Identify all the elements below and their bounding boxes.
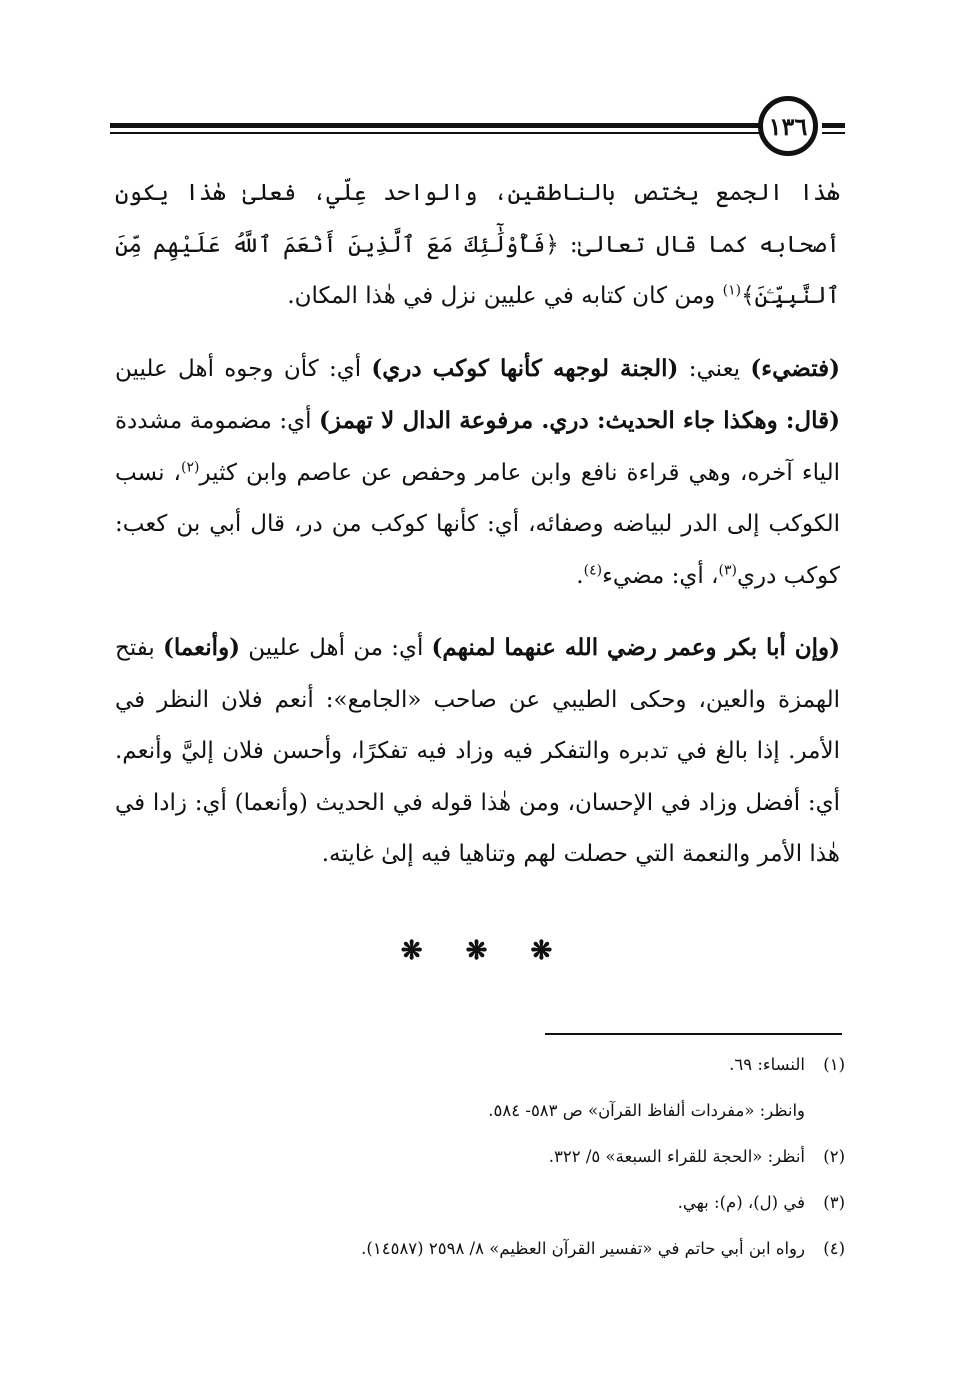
footnote-2 bbox=[200, 1134, 845, 1180]
separator-star: ❋ bbox=[400, 936, 423, 966]
footnote-1 bbox=[200, 1042, 845, 1088]
footnote-text: أنظر: «الحجة للقراء السبعة» ٥/ ٣٢٢. bbox=[548, 1147, 805, 1166]
text-run: هٰذا الجمع يختص بالناطقين، والواحد عِلّي، فعلىٰ هٰذا يكون أصحابه كما قال تعالىٰ: bbox=[115, 180, 840, 258]
footnote-rule bbox=[545, 1033, 842, 1035]
footnote-number: (٢) bbox=[823, 1147, 845, 1166]
main-text bbox=[115, 168, 840, 881]
footnote-text: رواه ابن أبي حاتم في «تفسير القرآن العظيم» ٨/ ٢٥٩٨ (١٤٥٨٧). bbox=[361, 1239, 805, 1258]
header-rule-right-thick bbox=[822, 123, 845, 128]
page-number-badge bbox=[758, 96, 818, 156]
footnote-marker: (٢) bbox=[180, 458, 200, 475]
bold-text-run: (الجنة لوجهه كأنها كوكب دري) bbox=[371, 354, 679, 382]
footnote-1-continued bbox=[200, 1088, 845, 1134]
footnote-text: وانظر: «مفردات ألفاظ القرآن» ص ٥٨٣- ٥٨٤. bbox=[488, 1101, 805, 1120]
page-number: ١٣٦ bbox=[768, 111, 808, 141]
separator-star: ❋ bbox=[465, 936, 488, 966]
footnote-number: (١) bbox=[823, 1055, 845, 1074]
text-run: ، أي: مضيء bbox=[602, 562, 719, 589]
bold-text-run: (قال: وهكذا جاء الحديث: دري. مرفوعة الدال لا تهمز) bbox=[319, 407, 840, 434]
paragraph-1 bbox=[115, 168, 840, 323]
text-run: أي: كأن وجوه أهل عليين bbox=[115, 355, 372, 382]
text-run: ومن كان كتابه في عليين نزل في هٰذا المكان. bbox=[287, 283, 723, 309]
page-header bbox=[110, 96, 845, 166]
header-rule-right-thin bbox=[822, 132, 845, 134]
footnote-number: (٤) bbox=[823, 1239, 845, 1258]
footnote-3 bbox=[200, 1180, 845, 1226]
footnote-marker: (٣) bbox=[718, 561, 737, 578]
header-rule-thin bbox=[110, 132, 760, 134]
text-run: . bbox=[576, 562, 584, 589]
bold-text-run: (وأنعما) bbox=[163, 634, 241, 661]
footnote-number: (٣) bbox=[823, 1193, 845, 1212]
footnote-text: النساء: ٦٩. bbox=[729, 1055, 805, 1074]
bold-text-run: (فتضيء) bbox=[750, 354, 841, 382]
footnote-4 bbox=[200, 1226, 845, 1272]
footnote-marker: (٤) bbox=[583, 561, 603, 578]
text-run: أي: من أهل عليين bbox=[240, 635, 432, 661]
footnote-marker: (١) bbox=[722, 282, 742, 299]
footnotes bbox=[200, 1042, 845, 1272]
text-run: ، نسب الكوكب إلى الدر لبياضه وصفائه، أي: كأنها كوكب من در، قال أبي بن كعب: كوكب دري bbox=[115, 459, 840, 589]
separator-star: ❋ bbox=[530, 936, 553, 966]
text-run: أي: مضمومة مشددة الياء آخره، وهي قراءة نافع وابن عامر وحفص عن عاصم وابن كثير bbox=[115, 408, 840, 486]
section-separator bbox=[0, 936, 953, 966]
text-run: ﴿فَأُوْلَٰٓئِكَ مَعَ ٱلَّذِينَ أَنْعَمَ ٱللَّهُ عَلَيْهِم مِّنَ ٱلنَّبِيِّـۧنَ﴾ bbox=[115, 231, 840, 309]
text-run: يعني: bbox=[678, 355, 751, 382]
bold-text-run: (وإن أبا بكر وعمر رضي الله عنهما لمنهم) bbox=[431, 634, 840, 661]
header-rule-thick bbox=[110, 123, 760, 128]
paragraph-2 bbox=[115, 343, 840, 603]
footnote-text: في (ل)، (م): بهي. bbox=[677, 1193, 805, 1212]
text-run: بفتح الهمزة والعين، وحكى الطيبي عن صاحب «الجامع»: أنعم فلان النظر في الأمر. إذا بالغ في تدبره والتفكر فيه وزاد فيه تفكرًا، وأحسن فلان إليَّ وأنعم. أي: أفضل وزاد في الإحسان، ومن هٰذا قوله في الحديث (وأنعما) أي: زادا في هٰذا الأمر والنعمة التي حصلت لهم وتناهيا فيه إلىٰ غايته. bbox=[115, 635, 840, 867]
paragraph-3 bbox=[115, 622, 840, 881]
